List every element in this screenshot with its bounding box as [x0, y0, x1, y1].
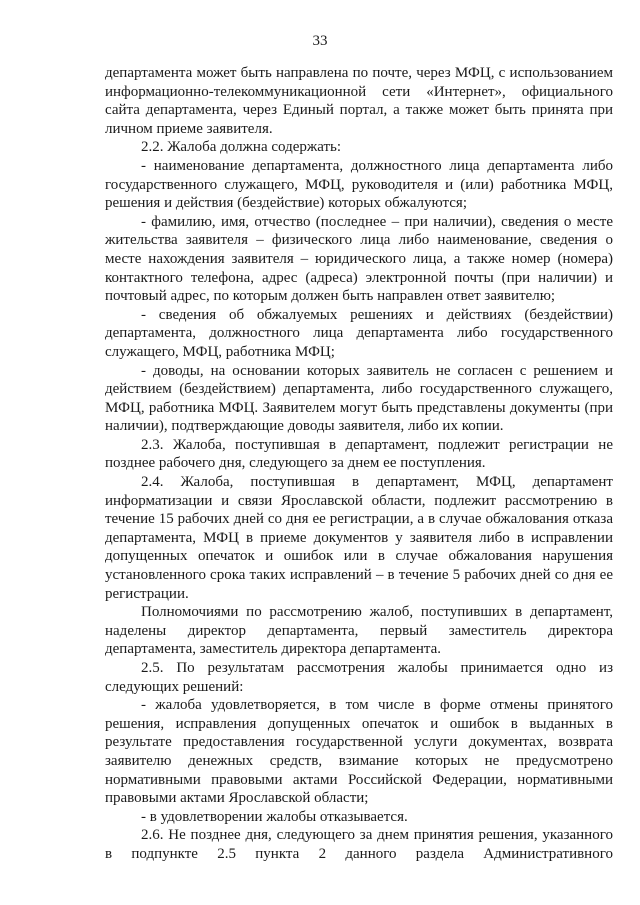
paragraph-2-5-decisions: 2.5. По результатам рассмотрения жалобы принимается одно из следующих решений:: [105, 660, 613, 695]
document-body: [105, 64, 613, 864]
paragraph-list-item-department-name: - наименование департамента, должностного лица департамента либо государственного служащего, МФЦ, руководителя и (или) работника МФЦ, решения и действия (бездействие) которых обжалуются;: [105, 157, 613, 212]
paragraph-list-item-appealed-decisions: - сведения об обжалуемых решениях и действиях (бездействии) департамента, должностного лица департамента либо государственного служащего, МФЦ, работника МФЦ;: [105, 306, 613, 360]
paragraph-list-item-complaint-rejected: - в удовлетворении жалобы отказывается.: [141, 808, 408, 825]
paragraph-2-4-review-period: 2.4. Жалоба, поступившая в департамент, МФЦ, департамент информатизации и связи Ярославской области, подлежит рассмотрению в течение 15 рабочих дней со дня ее регистрации, а в случае обжалования отказа департамента, МФЦ в приеме документов у заявителя либо в исправлении допущенных опечаток и ошибок или в случае обжалования нарушения установленного срока таких исправлений – в течение 5 рабочих дней со дня ее регистрации.: [105, 474, 613, 602]
paragraph-list-item-arguments: - доводы, на основании которых заявитель не согласен с решением и действием (бездействием) департамента, либо государственного служащего, МФЦ, работника МФЦ. Заявителем могут быть представлены документы (при наличии), подтверждающие доводы заявителя, либо их копии.: [105, 362, 613, 435]
paragraph-list-item-applicant-details: - фамилию, имя, отчество (последнее – при наличии), сведения о месте жительства заявителя – физического лица либо наименование, сведения о месте нахождения заявителя – юридического лица, а также номер (номера) контактного телефона, адрес (адреса) электронной почты (при наличии) и почтовый адрес, по которым должен быть направлен ответ заявителю;: [105, 213, 613, 305]
paragraph-2-3-registration: 2.3. Жалоба, поступившая в департамент, подлежит регистрации не позднее рабочего дня, следующего за днем ее поступления.: [105, 436, 613, 472]
paragraph-2-2-heading: 2.2. Жалоба должна содержать:: [141, 139, 342, 156]
paragraph-complaint-channels: департамента может быть направлена по почте, через МФЦ, с использованием информационно-телекоммуникационной сети «Интернет», официального сайта департамента, через Единый портал, а также может быть принята при личном приеме заявителя.: [105, 65, 613, 137]
page-number: 33: [312, 33, 328, 49]
paragraph-authority: Полномочиями по рассмотрению жалоб, поступивших в департамент, наделены директор департамента, первый заместитель директора департамента, заместитель директора департамента.: [105, 604, 613, 658]
paragraph-2-6-response: 2.6. Не позднее дня, следующего за днем принятия решения, указанного в подпункте 2.5 пункта 2 данного раздела Административного: [105, 827, 613, 862]
paragraph-list-item-complaint-satisfied: - жалоба удовлетворяется, в том числе в форме отмены принятого решения, исправления допущенных опечаток и ошибок в выданных в результате предоставления государственной услуги документах, возврата заявителю денежных средств, взимание которых не предусмотрено нормативными правовыми актами Российской Федерации, нормативными правовыми актами Ярославской области;: [105, 697, 613, 807]
